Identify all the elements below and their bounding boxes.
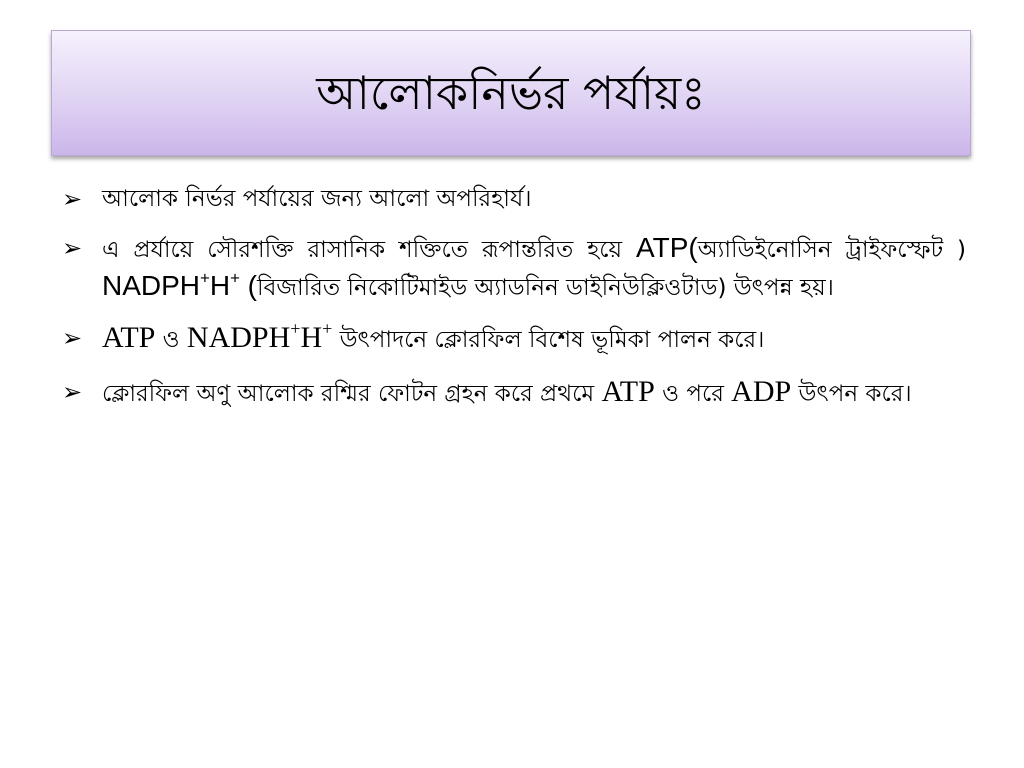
bullet-text-segment: এ প্রর্যায়ে সৌরশক্তি রাসানিক শক্তিতে রূপান্তরিত হয়ে	[102, 237, 637, 263]
atp-term: ATP	[102, 321, 156, 354]
superscript-plus: +	[322, 318, 333, 339]
arrow-bullet-icon: ➢	[62, 185, 83, 213]
bullet-text-segment: ও	[155, 327, 187, 353]
bullet-text-segment: অ্যাডিইনোসিন ট্রাইফস্ফেট )	[697, 237, 967, 263]
bullet-text	[102, 320, 966, 358]
superscript-plus: +	[230, 268, 240, 288]
slide-title: আলোকনির্ভর পর্যায়ঃ	[316, 66, 706, 120]
bullet-item-energy-conversion	[62, 230, 966, 306]
bullet-text-segment: ও পরে	[654, 381, 732, 407]
h-label: H	[209, 270, 231, 301]
bullet-item-light-essential	[62, 182, 966, 216]
title-banner	[51, 30, 971, 156]
bullet-text	[102, 372, 966, 414]
bullet-text-segment: উৎপন করে।	[791, 381, 912, 407]
bullet-text: আলোক নির্ভর পর্যায়ের জন্য আলো অপরিহার্য।	[102, 186, 532, 212]
superscript-plus: +	[290, 318, 301, 339]
arrow-bullet-icon: ➢	[62, 378, 83, 406]
superscript-plus: +	[200, 268, 210, 288]
nadph-label: NADPH	[102, 270, 201, 301]
open-paren: (	[239, 270, 257, 301]
atp-term: ATP(	[636, 232, 698, 263]
nadph-term	[102, 270, 257, 301]
h-label: H	[300, 321, 323, 354]
bullet-text	[102, 230, 966, 306]
bullet-list	[62, 182, 966, 428]
atp-term: ATP	[601, 375, 655, 408]
bullet-text-segment: ক্লোরফিল অণু আলোক রশ্মির ফোটন গ্রহন করে প্রথমে	[102, 381, 602, 407]
bullet-text-segment: উৎপাদনে ক্লোরফিল বিশেষ ভূমিকা পালন করে।	[332, 327, 765, 353]
bullet-item-chlorophyll-role	[62, 320, 966, 358]
nadph-term	[186, 318, 333, 354]
nadph-label: NADPH	[186, 321, 291, 354]
bullet-item-photon-absorption	[62, 372, 966, 414]
arrow-bullet-icon: ➢	[62, 324, 83, 352]
adp-term: ADP	[731, 375, 792, 408]
bullet-text-segment: বিজারিত নিকোটিমাইড অ্যাডনিন ডাইনিউক্লিওটাড) উৎপন্ন হয়।	[256, 275, 834, 301]
arrow-bullet-icon: ➢	[62, 234, 83, 262]
